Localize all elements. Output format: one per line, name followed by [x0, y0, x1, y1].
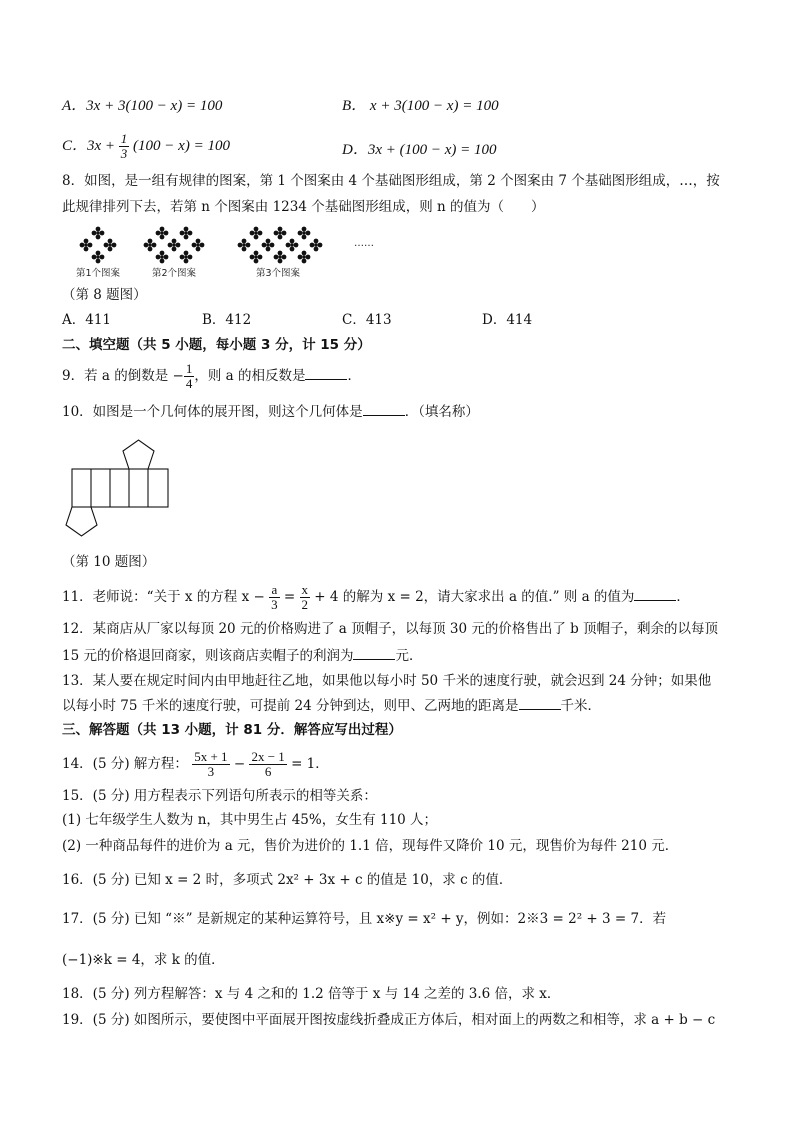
q17-line2: (−1)※k = 4，求 k 的值．	[62, 952, 225, 968]
q12-line2-text: 15 元的价格退回商家，则该商店卖帽子的利润为	[62, 648, 354, 664]
q11-fraction-a: $\frac{a}{3}$	[271, 582, 278, 612]
q11-fraction-x: $\frac{x}{2}$	[301, 582, 308, 612]
q11-equals: =	[283, 589, 296, 605]
q8-figure-caption: （第 8 题图）	[62, 287, 147, 303]
q14-fraction-2: $\frac{2x - 1}{6}$	[251, 749, 285, 779]
q9-end: ．	[347, 368, 361, 384]
q11	[62, 583, 690, 612]
pattern-2-caption: 第2个图案	[152, 268, 197, 279]
q8-text-line1: 8．如图，是一组有规律的图案，第 1 个图案由 4 个基础图形组成，第 2 个图案由 7 个基础图形组成，…，按	[62, 173, 720, 189]
q8-option-a: A．411	[62, 312, 112, 328]
pattern-2	[144, 227, 205, 264]
q11-post: + 4 的解为 x = 2，请大家求出 a 的值.” 则 a 的值为	[314, 589, 635, 605]
q13-line2-end: 千米．	[560, 698, 602, 714]
q14	[62, 750, 329, 779]
q9-answer-blank[interactable]	[305, 365, 347, 380]
q14-minus: −	[233, 756, 246, 772]
q10-end: ．（填名称）	[404, 404, 479, 420]
q11-pre: 11．老师说：“关于 x 的方程 x −	[62, 589, 265, 605]
q7-option-b: B． x + 3(100 − x) = 100	[342, 98, 499, 114]
q14-pre: 14．(5 分) 解方程：	[62, 756, 188, 772]
q10-net-figure	[62, 438, 202, 542]
q16: 16．(5 分) 已知 x = 2 时，多项式 2x² + 3x + c 的值是 10，求 c 的值．	[62, 872, 513, 888]
q9	[62, 362, 361, 391]
q19: 19．(5 分) 如图所示，要使图中平面展开图按虚线折叠成正方体后，相对面上的两数之和相等，求 a + b − c	[62, 1012, 716, 1028]
section-2-heading: 二、填空题（共 5 小题，每小题 3 分，计 15 分）	[62, 337, 371, 353]
q7-option-c-pre: C．3x +	[62, 137, 116, 154]
q10	[62, 401, 479, 422]
pattern-1	[80, 227, 117, 264]
q7-option-d: D．3x + (100 − x) = 100	[342, 142, 497, 158]
q13-answer-blank[interactable]	[519, 695, 561, 710]
q15-line3: (2) 一种商品每件的进价为 a 元，售价为进价的 1.1 倍，现每件又降价 10 元，现售价为每件 210 元．	[62, 838, 679, 854]
q9-fraction: $\frac{1}{4}$	[185, 361, 193, 391]
q10-text: 10．如图是一个几何体的展开图，则这个几何体是	[62, 404, 363, 420]
pattern-ellipsis: ……	[354, 238, 374, 249]
q12-line2	[62, 645, 422, 666]
pattern-3-caption: 第3个图案	[256, 268, 301, 279]
q14-fraction-1: $\frac{5x + 1}{3}$	[194, 749, 228, 779]
q12-line1: 12．某商店从厂家以每顶 20 元的价格购进了 a 顶帽子，以每顶 30 元的价格售出了 b 顶帽子，剩余的以每顶	[62, 621, 719, 637]
q14-post: = 1．	[291, 756, 329, 772]
pattern-1-caption: 第1个图案	[76, 268, 121, 279]
q8-text-line2: 此规律排列下去，若第 n 个图案由 1234 个基础图形组成，则 n 的值为（ ）	[62, 199, 545, 215]
q7-option-c-post: (100 − x) = 100	[133, 137, 230, 154]
q13-line2	[62, 695, 601, 716]
pattern-3	[238, 227, 323, 264]
q13-line2-text: 以每小时 75 千米的速度行驶，可提前 24 分钟到达，则甲、乙两地的距离是	[62, 698, 519, 714]
q12-line2-end: 元．	[395, 648, 423, 664]
q8-option-c: C．413	[342, 312, 392, 328]
q7-option-c	[62, 132, 230, 161]
q10-answer-blank[interactable]	[363, 401, 405, 416]
q7-option-a: A．3x + 3(100 − x) = 100	[62, 98, 223, 114]
q18: 18．(5 分) 列方程解答：x 与 4 之和的 1.2 倍等于 x 与 14 之差的 3.6 倍，求 x．	[62, 986, 561, 1002]
q9-pre: 9．若 a 的倒数是 −	[62, 368, 184, 384]
q9-post: ，则 a 的相反数是	[194, 368, 306, 384]
q11-end: ．	[676, 589, 690, 605]
q15-line1: 15．(5 分) 用方程表示下列语句所表示的相等关系：	[62, 788, 377, 804]
q17-line1: 17．(5 分) 已知 “※” 是新规定的某种运算符号，且 x※y = x² + y，例如：2※3 = 2² + 3 = 7．若	[62, 911, 667, 927]
section-3-heading: 三、解答题（共 13 小题，计 81 分．解答应写出过程）	[62, 722, 402, 738]
q11-answer-blank[interactable]	[634, 586, 676, 601]
q13-line1: 13．某人要在规定时间内由甲地赶往乙地，如果他以每小时 50 千米的速度行驶，就会迟到 24 分钟；如果他	[62, 673, 712, 689]
q8-option-d: D．414	[482, 312, 533, 328]
q7-option-c-fraction: $\frac{1}{3}$	[120, 131, 128, 161]
q15-line2: (1) 七年级学生人数为 n，其中男生占 45%，女生有 110 人；	[62, 812, 438, 828]
q10-figure-caption: （第 10 题图）	[62, 554, 156, 570]
q12-answer-blank[interactable]	[353, 645, 395, 660]
q8-option-b: B．412	[202, 312, 252, 328]
